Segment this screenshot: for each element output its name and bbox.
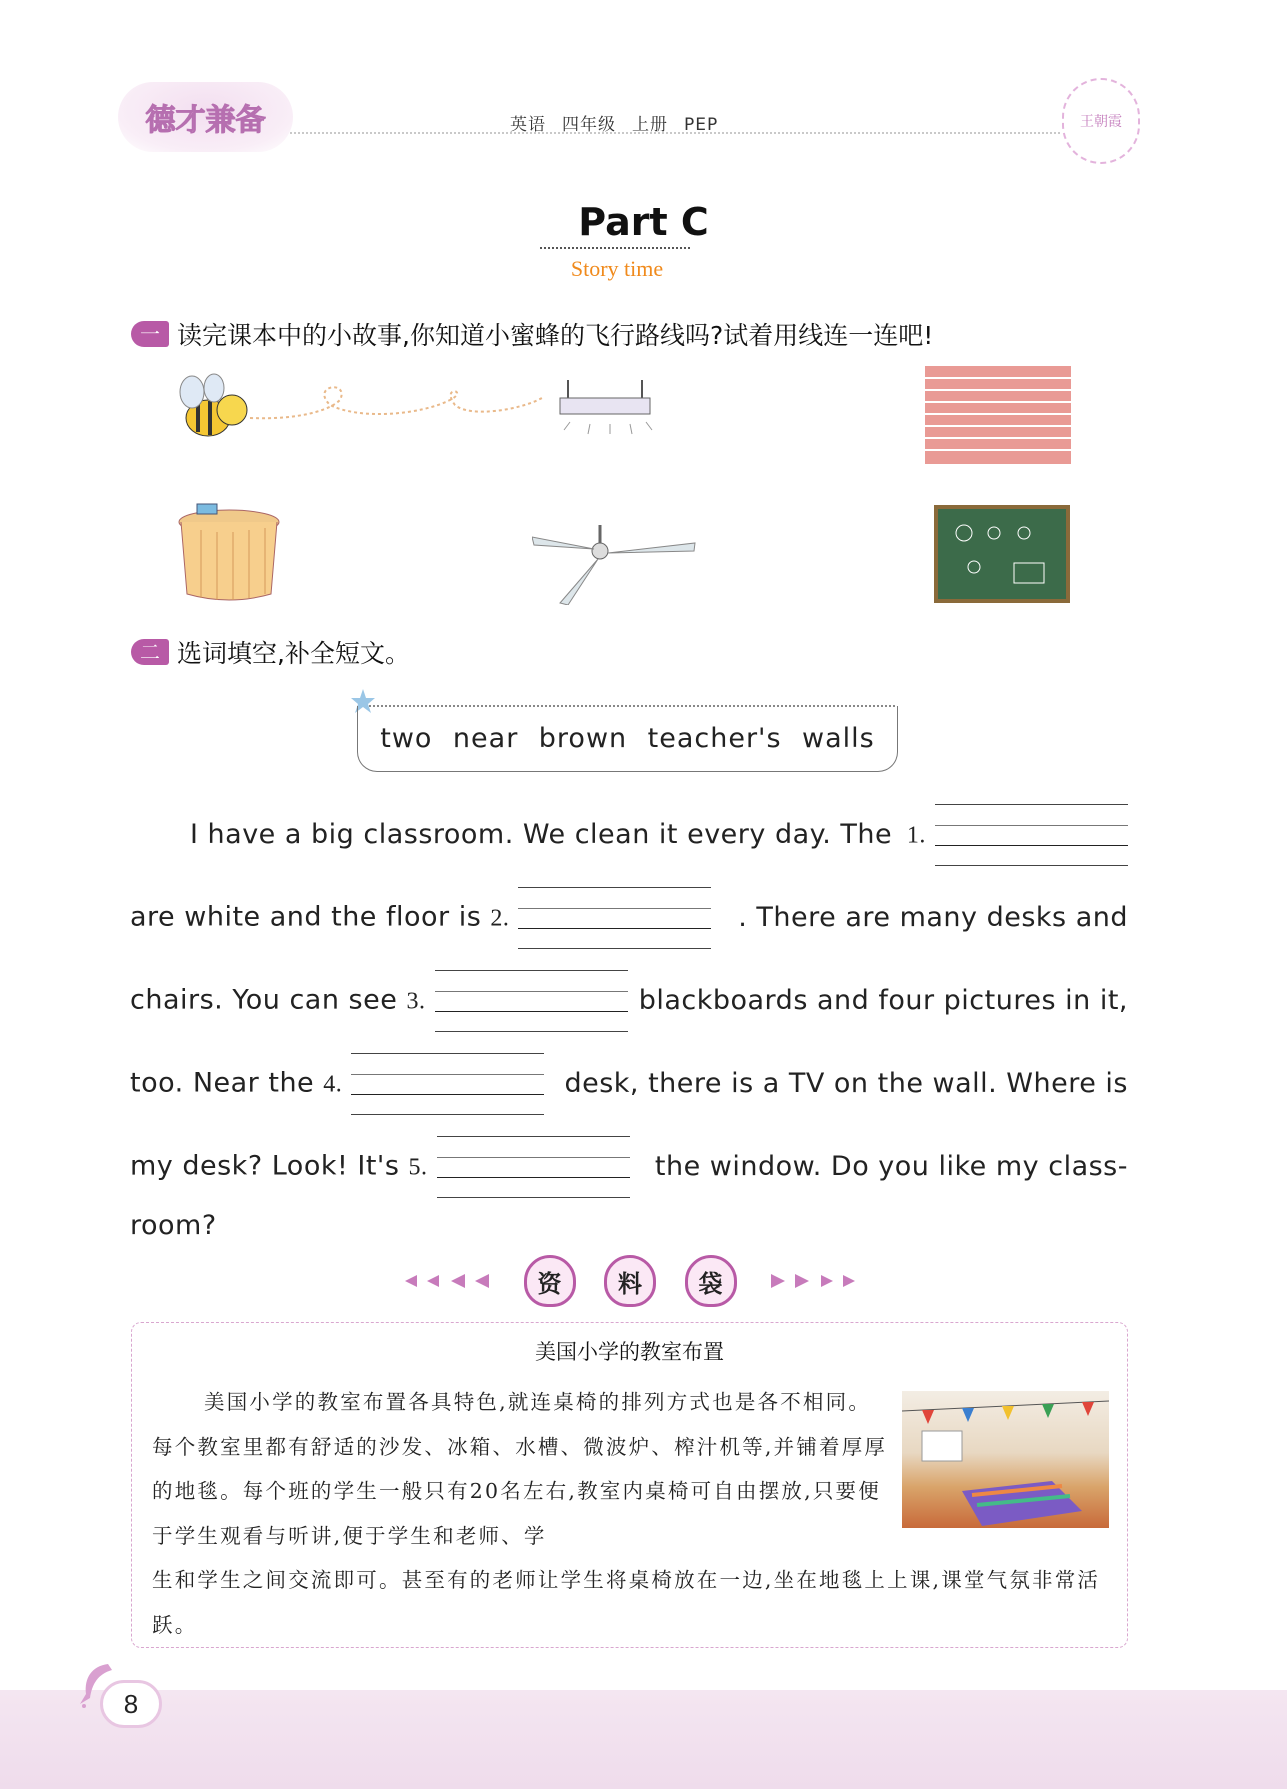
word-option: near [452, 723, 519, 754]
author-seal: 王朝霞 [1062, 78, 1140, 164]
grade-label: 四年级 [562, 115, 616, 135]
resource-text-rest: 生和学生之间交流即可。甚至有的老师让学生将桌椅放在一边,坐在地毯上上课,课堂气氛非常活跃。 [152, 1568, 1101, 1637]
passage-line [130, 1053, 1128, 1115]
answer-blank-3[interactable] [435, 970, 628, 1032]
page-subtitle: Story time [570, 256, 664, 281]
resource-text-wrapped: 美国小学的教室布置各具特色,就连桌椅的排列方式也是各不相同。每个教室里都有舒适的沙发、冰箱、水槽、微波炉、榨汁机等,并铺着厚厚的地毯。每个班的学生一般只有20名左右,教室内桌椅可自由摆放,只要便于学生观看与听讲,便于学生和老师、学 [152, 1390, 888, 1548]
basket-icon [175, 502, 283, 602]
passage-text: my desk? Look! It's [130, 1150, 400, 1182]
blank-number: 1. [906, 822, 926, 849]
passage-line [130, 804, 1128, 866]
passage-text: room? [130, 1210, 217, 1241]
resource-bag: 袋 [685, 1255, 737, 1307]
page-title: Part C [578, 200, 709, 244]
page-number: 8 [100, 1680, 162, 1728]
passage-text: desk, there is a TV on the wall. Where is [564, 1068, 1128, 1099]
passage-text: chairs. You can see [130, 984, 398, 1016]
word-option: walls [802, 723, 875, 754]
edition-label: PEP [684, 115, 719, 135]
answer-blank-1[interactable] [935, 804, 1128, 866]
bee-icon [180, 374, 247, 436]
passage-text: are white and the floor is [130, 901, 482, 933]
brand-logo: 德才兼备 [118, 82, 293, 152]
fish-decoration-icon [405, 1271, 495, 1291]
brick-wall-icon [925, 366, 1071, 464]
title-underline [540, 247, 690, 249]
blank-number: 5. [408, 1154, 428, 1181]
bee-flight-path [170, 370, 550, 460]
answer-blank-5[interactable] [437, 1136, 630, 1198]
resource-title: 美国小学的教室布置 [535, 1340, 724, 1364]
section-1-heading [131, 316, 933, 352]
word-bank [357, 706, 898, 772]
passage-text: too. Near the [130, 1067, 315, 1099]
passage-text: I have a big classroom. We clean it every day. The [190, 819, 893, 850]
blank-number: 2. [490, 905, 510, 932]
resource-bag: 料 [604, 1255, 656, 1307]
blackboard-icon [934, 505, 1070, 603]
section-instruction: 读完课本中的小故事,你知道小蜜蜂的飞行路线吗?试着用线连一连吧! [177, 321, 934, 350]
fish-decoration-icon [765, 1271, 855, 1291]
footer-band [0, 1690, 1287, 1789]
blank-number: 4. [323, 1071, 343, 1098]
passage-text: blackboards and four pictures in it, [638, 985, 1128, 1016]
passage-text: . There are many desks and [738, 902, 1128, 933]
word-option: two [380, 723, 433, 754]
resource-bag: 资 [524, 1255, 576, 1307]
volume-label: 上册 [632, 115, 668, 135]
passage-line [130, 970, 1128, 1032]
passage-line [130, 887, 1128, 949]
book-info [510, 110, 734, 135]
passage-line [130, 1206, 1128, 1246]
resource-banner [405, 1255, 855, 1307]
word-option: brown [538, 723, 628, 754]
section-instruction: 选词填空,补全短文。 [177, 639, 410, 668]
blank-number: 3. [406, 988, 426, 1015]
ceiling-fan-icon [532, 525, 697, 605]
resource-text [152, 1380, 1112, 1647]
passage-line [130, 1136, 1128, 1198]
section-2-heading [131, 634, 410, 670]
word-option: teacher's [647, 723, 782, 754]
answer-blank-2[interactable] [518, 887, 711, 949]
subject-label: 英语 [510, 115, 546, 135]
section-badge: 一 [131, 321, 169, 347]
dolphin-icon [78, 1660, 118, 1708]
answer-blank-4[interactable] [351, 1053, 544, 1115]
passage-text: the window. Do you like my class- [654, 1151, 1128, 1182]
section-badge: 二 [131, 639, 169, 665]
ceiling-light-icon [550, 380, 660, 450]
